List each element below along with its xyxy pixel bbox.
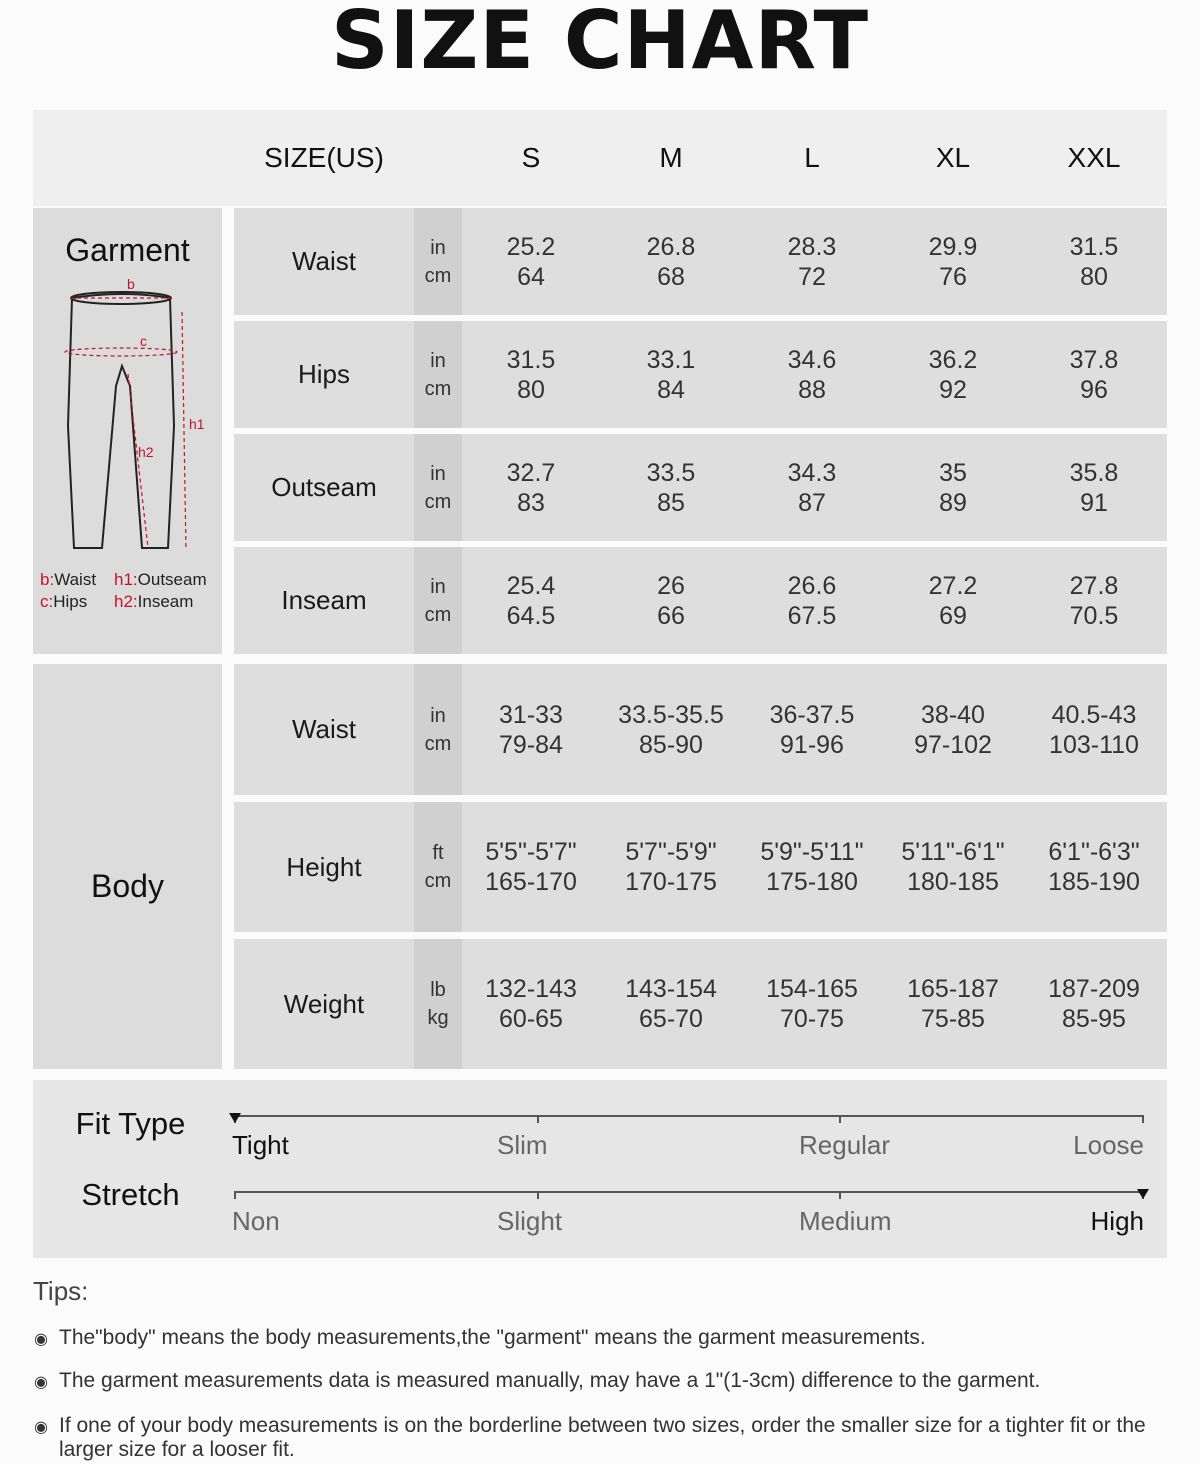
- value-secondary: 67.5: [787, 601, 837, 630]
- value-primary: 40.5-43: [1051, 700, 1137, 729]
- value-secondary: 76: [939, 262, 967, 291]
- row-units: [414, 208, 462, 315]
- value-primary: 25.4: [506, 571, 556, 600]
- value-cell: [601, 547, 741, 654]
- scale-tick: [234, 1191, 236, 1199]
- value-cell: [883, 802, 1023, 932]
- row-label: Waist: [291, 714, 357, 744]
- row-label: Height: [286, 851, 362, 882]
- value-cell: [1024, 547, 1164, 654]
- value-secondary: 88: [798, 375, 826, 404]
- value-secondary: 85: [657, 488, 685, 517]
- diagram-mark-b: b: [127, 276, 135, 292]
- value-primary: 5'5"-5'7": [485, 838, 577, 866]
- value-secondary: 68: [657, 262, 685, 291]
- diagram-mark-c: c: [140, 333, 147, 349]
- value-cell: [742, 802, 882, 932]
- unit-label: cm: [424, 264, 452, 287]
- size-us-header: SIZE(US): [264, 142, 384, 173]
- legend-outseam: h1:Outseam: [114, 570, 207, 589]
- value-cell: [883, 939, 1023, 1069]
- unit-label: lb: [430, 979, 446, 1001]
- value-primary: 5'7"-5'9": [625, 838, 717, 866]
- stretch-option-slight: Slight: [497, 1206, 563, 1236]
- value-primary: 27.2: [928, 571, 978, 600]
- value-primary: 36-37.5: [769, 700, 855, 729]
- row-label: Inseam: [281, 585, 367, 615]
- stretch-option-non: Non: [232, 1206, 280, 1236]
- value-cell: [1024, 664, 1164, 795]
- value-primary: 143-154: [625, 975, 717, 1003]
- hips-measure-line: [65, 348, 177, 356]
- row-units: [414, 547, 462, 654]
- value-cell: [601, 208, 741, 315]
- value-primary: 31.5: [506, 345, 556, 374]
- unit-label: cm: [424, 377, 452, 400]
- value-primary: 25.2: [506, 232, 556, 261]
- stretch-option-high: High: [1090, 1206, 1144, 1236]
- tip-item: ◉ If one of your body measurements is on the borderline between two sizes, order the smaller size for a tighter fit or the larger size for a looser fit.: [34, 1414, 1146, 1461]
- value-primary: 34.6: [787, 345, 837, 374]
- value-cell: [742, 939, 882, 1069]
- value-cell: [883, 321, 1023, 428]
- fit-type-label: Fit Type: [75, 1106, 186, 1141]
- row-label: Outseam: [271, 472, 377, 502]
- value-secondary: 83: [517, 488, 545, 517]
- value-primary: 26.6: [787, 571, 837, 600]
- tip-item: ◉ The garment measurements data is measured manually, may have a 1"(1-3cm) difference to the garment.: [34, 1369, 1041, 1392]
- value-primary: 35.8: [1069, 458, 1119, 487]
- pants-outline: [68, 292, 174, 548]
- legend-hips: c:Hips: [40, 592, 88, 611]
- value-secondary: 72: [798, 262, 826, 291]
- row-label: Waist: [291, 246, 357, 276]
- diagram-mark-h1: h1: [189, 416, 205, 432]
- value-secondary: 66: [657, 601, 685, 630]
- value-cell: [461, 434, 601, 541]
- unit-label: ft: [432, 842, 444, 864]
- unit-label: in: [430, 462, 446, 485]
- value-primary: 32.7: [506, 458, 556, 487]
- value-primary: 33.5-35.5: [618, 700, 724, 729]
- unit-label: cm: [424, 870, 452, 892]
- value-cell: [742, 208, 882, 315]
- value-secondary: 75-85: [921, 1005, 985, 1033]
- outseam-measure-line: [182, 312, 186, 550]
- value-secondary: 91-96: [780, 730, 844, 759]
- value-secondary: 180-185: [907, 868, 999, 896]
- value-secondary: 170-175: [625, 868, 717, 896]
- size-header-s: S: [521, 142, 541, 173]
- value-cell: [601, 939, 741, 1069]
- value-primary: 6'1"-6'3": [1048, 838, 1140, 866]
- fit-type-option-loose: Loose: [1073, 1130, 1144, 1160]
- garment-label: Garment: [65, 232, 190, 268]
- value-primary: 33.1: [646, 345, 696, 374]
- fit-type-option-regular: Regular: [799, 1130, 891, 1160]
- unit-label: cm: [424, 732, 452, 755]
- value-secondary: 175-180: [766, 868, 858, 896]
- row-label: Weight: [283, 988, 365, 1019]
- value-cell: [601, 321, 741, 428]
- selected-marker-icon: [229, 1113, 241, 1123]
- value-secondary: 70-75: [780, 1005, 844, 1033]
- value-secondary: 85-95: [1062, 1005, 1126, 1033]
- stretch-option-medium: Medium: [799, 1206, 892, 1236]
- tips-title: Tips:: [33, 1276, 89, 1306]
- value-secondary: 97-102: [914, 730, 992, 759]
- size-header-xl: XL: [935, 142, 971, 173]
- value-secondary: 89: [939, 488, 967, 517]
- unit-label: in: [430, 575, 446, 598]
- value-cell: [461, 802, 601, 932]
- value-cell: [461, 939, 601, 1069]
- scale-tick: [1142, 1115, 1144, 1123]
- value-primary: 165-187: [907, 975, 999, 1003]
- pants-diagram: [50, 276, 220, 566]
- value-secondary: 64: [517, 262, 545, 291]
- value-secondary: 165-170: [485, 868, 577, 896]
- stretch-scale-line: [234, 1191, 1144, 1193]
- value-cell: [742, 547, 882, 654]
- value-cell: [601, 802, 741, 932]
- value-secondary: 85-90: [639, 730, 703, 759]
- value-cell: [1024, 802, 1164, 932]
- value-cell: [461, 321, 601, 428]
- value-primary: 34.3: [787, 458, 837, 487]
- scale-tick: [537, 1115, 539, 1123]
- value-primary: 28.3: [787, 232, 837, 261]
- unit-label: in: [430, 349, 446, 372]
- value-primary: 26: [657, 571, 685, 600]
- page-title: SIZE CHART: [330, 0, 870, 87]
- value-cell: [461, 547, 601, 654]
- value-secondary: 84: [657, 375, 685, 404]
- fit-type-option-slim: Slim: [497, 1130, 548, 1160]
- body-group-panel: [33, 664, 222, 1069]
- value-cell: [1024, 434, 1164, 541]
- unit-label: cm: [424, 603, 452, 626]
- scale-tick: [839, 1115, 841, 1123]
- fit-type-option-tight: Tight: [232, 1130, 289, 1160]
- selected-marker-icon: [1137, 1189, 1149, 1199]
- value-secondary: 103-110: [1049, 730, 1139, 759]
- value-secondary: 70.5: [1069, 601, 1119, 630]
- value-primary: 27.8: [1069, 571, 1119, 600]
- unit-label: in: [430, 704, 446, 727]
- value-secondary: 92: [939, 375, 967, 404]
- row-units: [414, 321, 462, 428]
- value-cell: [461, 208, 601, 315]
- value-cell: [1024, 939, 1164, 1069]
- value-secondary: 80: [517, 375, 545, 404]
- value-primary: 187-209: [1048, 975, 1140, 1003]
- row-units: [414, 664, 462, 795]
- value-secondary: 80: [1080, 262, 1108, 291]
- size-header-m: M: [659, 142, 683, 173]
- value-secondary: 185-190: [1048, 868, 1140, 896]
- body-label: Body: [91, 868, 164, 904]
- value-secondary: 60-65: [499, 1005, 563, 1033]
- value-cell: [461, 664, 601, 795]
- value-cell: [742, 434, 882, 541]
- tip-item: ◉ The"body" means the body measurements,the "garment" means the garment measurements.: [34, 1326, 926, 1349]
- value-cell: [883, 434, 1023, 541]
- value-cell: [883, 208, 1023, 315]
- value-cell: [883, 547, 1023, 654]
- scale-tick: [839, 1191, 841, 1199]
- value-cell: [1024, 321, 1164, 428]
- unit-label: cm: [424, 490, 452, 513]
- value-cell: [1024, 208, 1164, 315]
- unit-label: kg: [427, 1007, 449, 1029]
- value-primary: 26.8: [646, 232, 696, 261]
- value-secondary: 87: [798, 488, 826, 517]
- row-units: [414, 434, 462, 541]
- legend-inseam: h2:Inseam: [114, 592, 194, 611]
- value-primary: 31-33: [499, 700, 563, 729]
- value-secondary: 96: [1080, 375, 1108, 404]
- value-cell: [601, 434, 741, 541]
- legend-waist: b:Waist: [40, 570, 97, 589]
- value-cell: [742, 321, 882, 428]
- size-header-xxl: XXL: [1067, 142, 1121, 173]
- row-units: [414, 802, 462, 932]
- value-primary: 132-143: [485, 975, 577, 1003]
- stretch-label: Stretch: [81, 1177, 180, 1212]
- value-primary: 29.9: [928, 232, 978, 261]
- value-cell: [742, 664, 882, 795]
- value-primary: 36.2: [928, 345, 978, 374]
- value-primary: 154-165: [766, 975, 858, 1003]
- diagram-mark-h2: h2: [138, 444, 154, 460]
- value-primary: 5'9"-5'11": [760, 838, 864, 866]
- value-secondary: 79-84: [499, 730, 563, 759]
- value-secondary: 64.5: [506, 601, 556, 630]
- fit-type-scale-line: [234, 1115, 1144, 1117]
- size-header-l: L: [804, 142, 820, 173]
- unit-label: in: [430, 236, 446, 259]
- value-secondary: 65-70: [639, 1005, 703, 1033]
- value-primary: 38-40: [921, 700, 985, 729]
- row-label: Hips: [297, 359, 350, 389]
- value-secondary: 91: [1080, 488, 1108, 517]
- value-primary: 33.5: [646, 458, 696, 487]
- row-units: [414, 939, 462, 1069]
- value-primary: 37.8: [1069, 345, 1119, 374]
- value-primary: 5'11"-6'1": [901, 838, 1005, 866]
- value-primary: 31.5: [1069, 232, 1119, 261]
- value-secondary: 69: [939, 601, 967, 630]
- value-cell: [601, 664, 741, 795]
- scale-tick: [537, 1191, 539, 1199]
- value-cell: [883, 664, 1023, 795]
- value-primary: 35: [939, 458, 967, 487]
